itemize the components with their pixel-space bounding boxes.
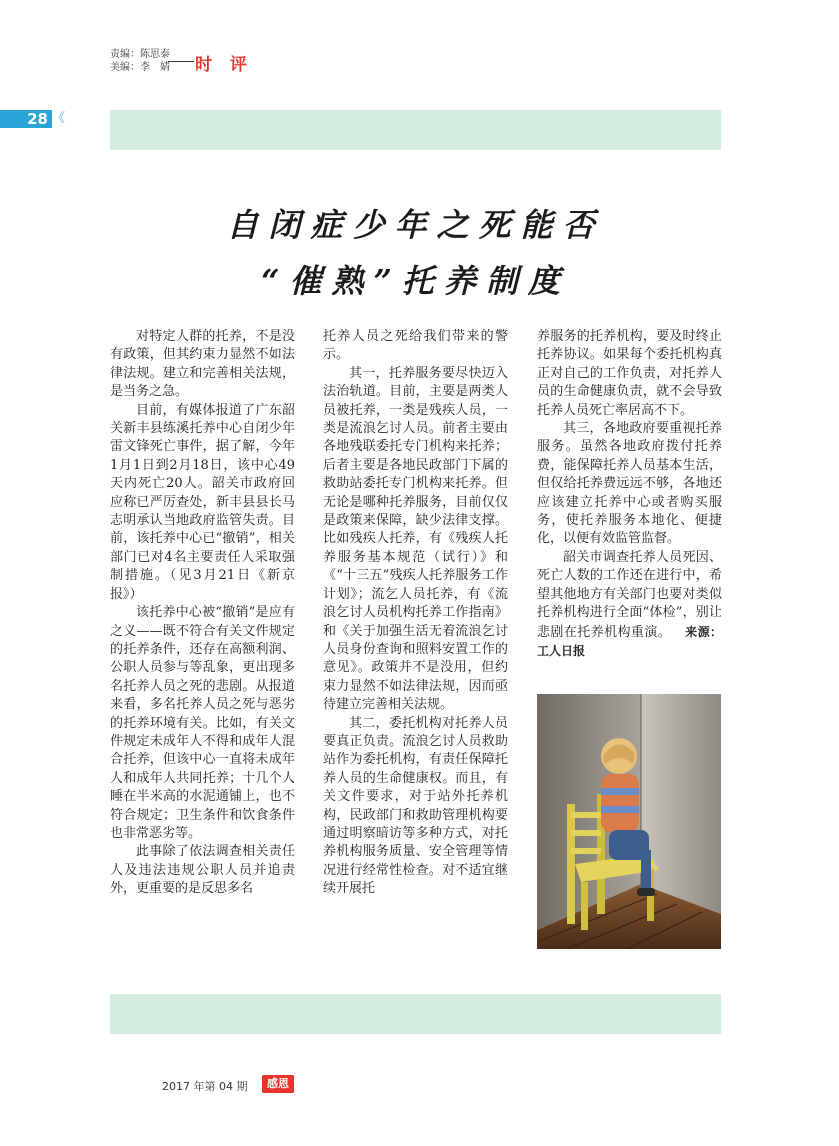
text-column-1: [110, 328, 295, 899]
section-title: 时 评: [195, 55, 253, 75]
article-photo: [537, 694, 721, 949]
paragraph: 其二，委托机构对托养人员要真正负责。流浪乞讨人员救助站作为委托机构，有责任保障托养人员的生命健康权。而且，有关文件要求，对于站外托养机构，民政部门和救助管理机构要通过明察暗访等多种方式，对托养机构服务质量、安全管理等情况进行经常性检查。对不适宜继续开展托: [323, 715, 508, 897]
designer-line: 美编：李 婧: [110, 62, 170, 73]
paragraph: 托养人员之死给我们带来的警示。: [323, 329, 508, 363]
paragraph: [537, 549, 722, 661]
paragraph: 该托养中心被“撤销”是应有之义——既不符合有关文件规定的托养条件，还存在高额利润、公职人员参与等乱象，更出现多名托养人员之死的悲剧。从报道来看，多名托养人员之死与恶劣的托养环境有关。比如，有关文件规定未成年人不得和成年人混合托养，但该中心一直将未成年人和成年人共同托养；十几个人睡在半米高的水泥通铺上，也不符合规定；卫生条件和饮食条件也非常恶劣等。: [110, 605, 295, 841]
page-number: 28: [27, 110, 48, 128]
paragraph: 目前，有媒体报道了广东韶关新丰县练溪托养中心自闭少年雷文锋死亡事件，据了解，今年1月1日到2月18日，该中心49天内死亡20人。韶关市政府回应称已严厉查处，新丰县县长马志明承认当地政府监管失责。目前，该托养中心已“撤销”，相关部门已对4名主要责任人采取强制措施。（见3月21日《新京报》）: [110, 402, 295, 602]
magazine-logo: 感恩: [262, 1075, 294, 1093]
paragraph: 此事除了依法调查相关责任人及违法违规公职人员并追责外，更重要的是反思多名: [110, 844, 295, 897]
header-rule: [168, 61, 194, 62]
paragraph: 养服务的托养机构，要及时终止托养协议。如果每个委托机构真正对自己的工作负责，对托养人员的生命健康负责，就不会导致托养人员死亡率居高不下。: [537, 329, 722, 418]
paragraph-text: 韶关市调查托养人员死因、死亡人数的工作还在进行中，希望其他地方有关部门也要对类似托养机构进行全面“体检”，别让悲剧在托养机构重演。: [537, 549, 722, 640]
bottom-banner: [110, 994, 721, 1034]
paragraph: 对特定人群的托养，不是没有政策，但其约束力显然不如法律法规。建立和完善相关法规，是当务之急。: [110, 329, 295, 400]
article-source: 来源：工人日报: [537, 624, 722, 658]
paragraph: 其三，各地政府要重视托养服务。虽然各地政府拨付托养费，能保障托养人员基本生活，但仅给托养费远远不够，各地还应该建立托养中心或者购买服务，使托养服务本地化、便捷化，以便有效监管监督。: [537, 421, 722, 547]
text-column-3: [537, 328, 722, 661]
page-arrow-icon: 《: [52, 111, 66, 126]
page-number-tab: [0, 110, 52, 128]
text-column-2: [323, 328, 508, 899]
editor-line: 责编：陈思泰: [110, 49, 170, 60]
top-banner: [110, 110, 721, 150]
article-title-line1: 自闭症少年之死能否: [226, 206, 605, 244]
issue-label: 2017 年第 04 期: [162, 1080, 248, 1093]
article-title-line2: “催熟”托养制度: [261, 262, 570, 300]
editor-credits: [110, 48, 170, 74]
paragraph: 其一，托养服务要尽快迈入法治轨道。目前，主要是两类人员被托养，一类是残疾人员，一类是流浪乞讨人员。前者主要由各地残联委托专门机构来托养；后者主要是各地民政部门下属的救助站委托专门机构来托养。但无论是哪种托养服务，目前仅仅是政策来保障，缺少法律支撑。比如残疾人托养，有《残疾人托养服务基本规范（试行）》和《“十三五”残疾人托养服务工作计划》；流乞人员托养，有《流浪乞讨人员机构托养工作指南》和《关于加强生活无着流浪乞讨人员身份查询和照料安置工作的意见》。政策并不是没用，但约束力显然不如法律法规，因而亟待建立完善相关法规。: [323, 365, 508, 713]
child-chair-photo-icon: [537, 694, 721, 949]
